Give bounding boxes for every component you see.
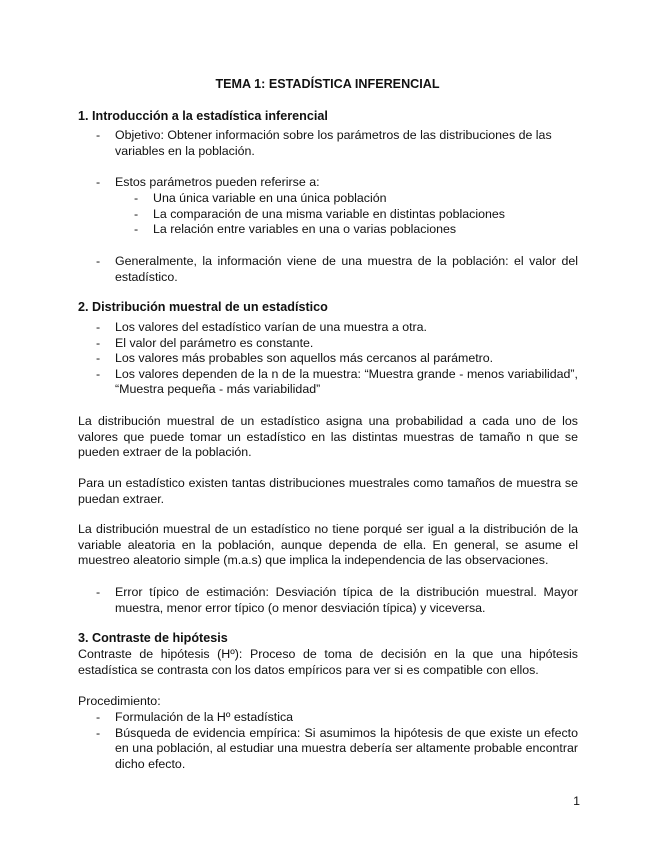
list-item: - Estos parámetros pueden referirse a: [96,175,578,191]
section-1-heading: 1. Introducción a la estadística inferencial [78,109,328,123]
list-item: - Generalmente, la información viene de una muestra de la población: el valor del estadístico. [96,254,578,285]
section-1-objetivo-list [96,128,578,159]
list-item: - Búsqueda de evidencia empírica: Si asumimos la hipótesis de que existe un efecto en una población, al estudiar una muestra debería ser altamente probable encontrar dicho efecto. [96,726,578,773]
section-1-generalmente-list [96,254,578,285]
list-item: - Objetivo: Obtener información sobre los parámetros de las distribuciones de las variables en la población. [96,128,578,159]
section-1-parametros-list [134,191,554,238]
list-item: - La relación entre variables en una o varias poblaciones [134,222,554,238]
list-item: - La comparación de una misma variable en distintas poblaciones [134,207,554,223]
section-2-paragraph-1: La distribución muestral de un estadístico asigna una probabilidad a cada uno de los valores que puede tomar un estadístico en las distintas muestras de tamaño n que se pueden extraer de la población. [78,414,578,460]
section-3-procedimiento-list [96,710,578,772]
list-item: - Los valores más probables son aquellos más cercanos al parámetro. [96,351,578,367]
section-2-bullet-list [96,320,578,398]
section-3-procedimiento-label: Procedimiento: [78,694,161,708]
section-1-parametros-intro-list [96,175,578,191]
document-title: TEMA 1: ESTADÍSTICA INFERENCIAL [215,77,440,91]
list-item: - Error típico de estimación: Desviación típica de la distribución muestral. Mayor muestra, menor error típico (o menor desviación típica) y viceversa. [96,585,578,616]
page-number: 1 [573,794,580,808]
section-3-heading: 3. Contraste de hipótesis [78,631,228,645]
section-2-error-list [96,585,578,616]
list-item: - Los valores del estadístico varían de una muestra a otra. [96,320,578,336]
list-item: - Los valores dependen de la n de la muestra: “Muestra grande - menos variabilidad”, “Muestra pequeña - más variabilidad” [96,367,578,398]
section-2-paragraph-2: Para un estadístico existen tantas distribuciones muestrales como tamaños de muestra se puedan extraer. [78,476,578,506]
list-item: - El valor del parámetro es constante. [96,336,578,352]
section-3-intro: Contraste de hipótesis (Hº): Proceso de toma de decisión en la que una hipótesis estadística se contrasta con los datos empíricos para ver si es compatible con ellos. [78,647,578,677]
section-2-heading: 2. Distribución muestral de un estadístico [78,300,328,314]
section-2-paragraph-3: La distribución muestral de un estadístico no tiene porqué ser igual a la distribución de la variable aleatoria en la población, aunque dependa de ella. En general, se asume el muestreo aleatorio simple (m.a.s) que implica la independencia de las observaciones. [78,522,578,568]
list-item: - Formulación de la Hº estadística [96,710,578,726]
list-item: - Una única variable en una única población [134,191,554,207]
